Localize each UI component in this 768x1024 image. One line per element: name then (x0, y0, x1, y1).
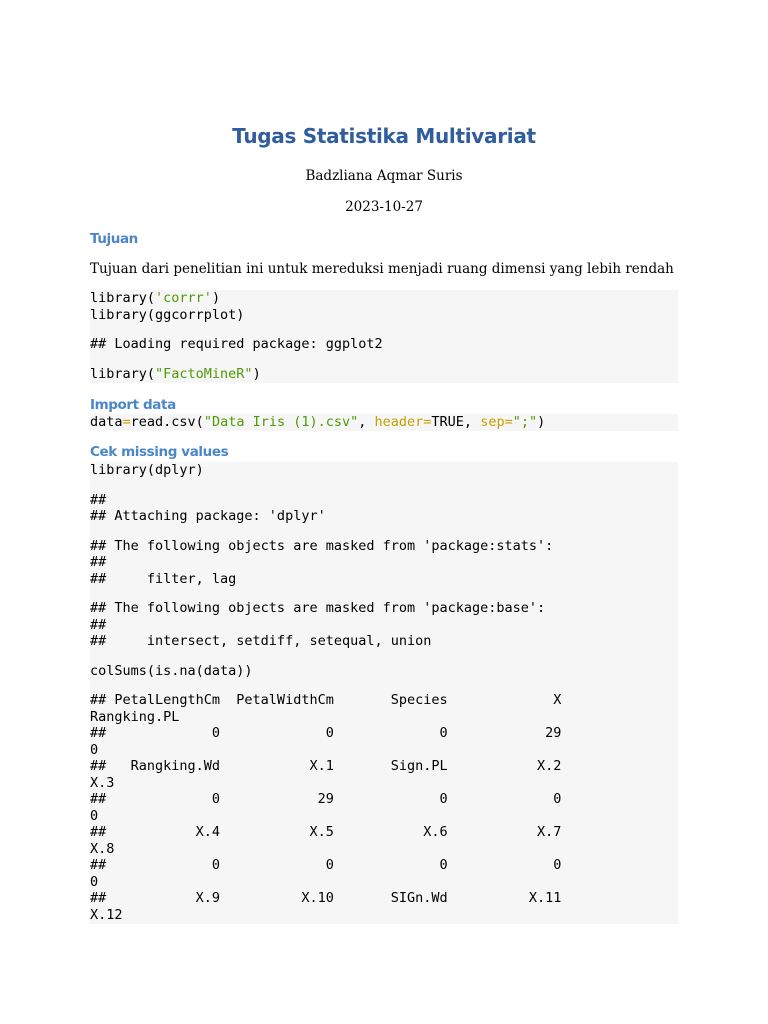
code-token: , (358, 414, 375, 430)
output-line: Rangking.PL (90, 708, 180, 725)
output-line: ## intersect, setdiff, setequal, union (90, 633, 432, 649)
code-token: read.csv( (130, 414, 204, 430)
output-line: ## filter, lag (90, 570, 237, 587)
code-string: 'corrr' (155, 290, 212, 306)
heading-import-data: Import data (90, 397, 176, 413)
output-line: ## (90, 491, 107, 508)
code-token: ) (537, 414, 546, 430)
spacer (90, 479, 678, 492)
code-line: colSums(is.na(data)) (90, 662, 253, 679)
output-line: 0 (90, 741, 99, 758)
code-line: library(ggcorrplot) (90, 306, 245, 323)
code-token: data (90, 414, 123, 430)
code-token: ) (211, 290, 221, 306)
output-line: X.8 (90, 840, 115, 857)
spacer (90, 587, 678, 600)
code-block-libraries (90, 290, 678, 383)
output-line: ## (90, 616, 107, 633)
output-line: ## The following objects are masked from 'package:stats': (90, 537, 554, 554)
output-line: X.12 (90, 906, 123, 923)
output-line: ## Rangking.Wd X.1 Sign.PL X.2 (90, 758, 562, 774)
output-line: ## PetalLengthCm PetalWidthCm Species X (90, 692, 562, 708)
output-line: ## (90, 554, 107, 570)
code-operator: = (122, 414, 131, 430)
spacer (90, 679, 678, 692)
document-author: Badzliana Aqmar Suris (305, 168, 463, 184)
output-line: ## 0 0 0 0 (90, 857, 562, 873)
output-line: ## Loading required package: ggplot2 (90, 336, 383, 352)
heading-cek-missing-values: Cek missing values (90, 444, 229, 460)
document-date: 2023-10-27 (345, 199, 423, 215)
code-block-missing (90, 462, 678, 924)
output-line: 0 (90, 807, 99, 824)
code-line: library(dplyr) (90, 462, 204, 478)
output-line: ## 0 29 0 0 (90, 791, 562, 807)
code-token: library( (90, 290, 156, 306)
code-token: TRUE, (431, 414, 481, 430)
spacer (90, 323, 678, 336)
spacer (90, 525, 678, 538)
output-line: ## X.4 X.5 X.6 X.7 (90, 824, 562, 840)
output-line: 0 (90, 873, 99, 890)
document-title: Tugas Statistika Multivariat (232, 124, 536, 148)
code-string: ";" (512, 414, 538, 430)
output-line: X.3 (90, 774, 115, 791)
code-token: library( (90, 365, 156, 382)
heading-tujuan: Tujuan (90, 231, 138, 247)
output-line: ## X.9 X.10 SIGn.Wd X.11 (90, 890, 562, 906)
spacer (90, 650, 678, 663)
spacer (90, 353, 678, 366)
code-block-import (90, 414, 678, 431)
code-string: "FactoMineR" (155, 365, 253, 382)
output-line: ## 0 0 0 29 (90, 725, 562, 741)
output-line: ## The following objects are masked from 'package:base': (90, 600, 546, 616)
code-argument: sep= (480, 414, 513, 430)
code-argument: header= (374, 414, 432, 430)
code-token: ) (252, 365, 261, 382)
paragraph-tujuan: Tujuan dari penelitian ini untuk mereduksi menjadi ruang dimensi yang lebih rendah (90, 261, 674, 277)
output-line: ## Attaching package: 'dplyr' (90, 508, 326, 524)
code-string: "Data Iris (1).csv" (203, 414, 359, 430)
